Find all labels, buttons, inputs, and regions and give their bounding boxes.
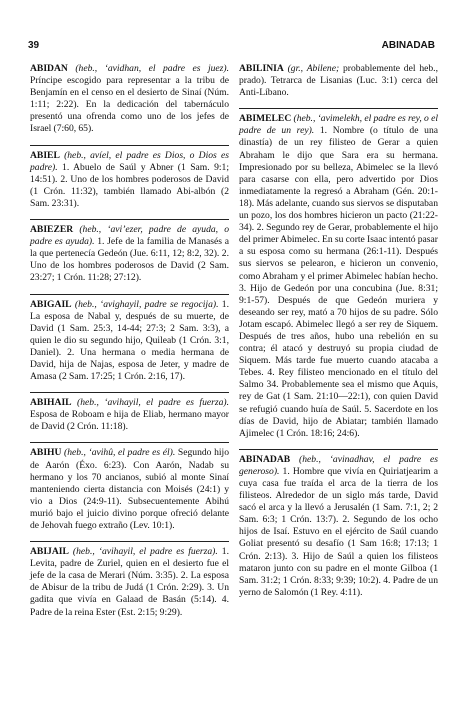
entry-headword: ABIMELEC [239, 113, 292, 125]
entry-body: 1. Nombre (o título de una dinastía) de un rey filisteo de Gerar a quien Abraham le dijo que Sara era su hermana. Impresionado por su belleza, Abimelec se la llevó para casarse con ella, pero advertido por Dios inmediatamente la regresó a Abraham (Gén. 20:1-18). Más adelante, cuando sus siervos se disputaban un pozo, los dos hombres hicieron un pacto (21:22-34). 2. Segundo rey de Gerar, probablemente el hijo del primer Abimelec. En su corte Isaac intentó pasar a su esposa como su hermana (26:1-11). Después sus siervos se pelearon, e hicieron un convenio, como Abraham y el primer Abimelec habían hecho. 3. Hijo de Gedeón por una concubina (Jue. 8:31; 9:1-57). Después de que Gedeón muriera y deseando ser rey, mató a 70 hijos de su padre. Sólo Jotam escapó. Abimelec llegó a ser rey de Siquem. Después de tres años, hubo una rebelión en su contra; él atacó y destruyó su propia ciudad de Siquem. Más tarde fue muerto cuando atacaba a Tebes. 4. Rey filisteo mencionado en el título del Salmo 34. Probablemente sea el mismo que Aquis, rey de Gat (1 Sam. 21:10—22:1), con quien David se refugió cuando huía de Saúl. 5. Sacerdote en los días de David, hijo de Abiatar; también llamado Ajimelec (1 Crón. 18:16; 24:6). [239, 125, 438, 439]
entry-etymology: (heb., ‘avimelekh, el padre es rey, o el padre de un rey). [239, 113, 438, 137]
entry-headword: ABIHAIL [30, 397, 72, 409]
entry-headword: ABIEZER [30, 224, 74, 236]
entry-headword: ABILINIA [239, 63, 284, 74]
entry-etymology: (heb., ‘avihû, el padre es él). [61, 447, 176, 459]
entry-abijail [30, 541, 229, 619]
entry-abidan [30, 63, 229, 136]
entry-body: 1. La esposa de Nabal y, después de su muerte, de David (1 Sam. 25:3, 14-44; 27:3; 2 Sam. 3:3), a quien le dio su segundo hijo, Quileab (1 Crón. 3:1, Daniel). 2. Una hermana o media hermana de David, hija de Najas, esposa de Jeter, y madre de Amasa (2 Sam. 17:25; 1 Crón. 2:16, 17). [30, 298, 229, 383]
entry-body: Esposa de Roboam e hija de Eliab, hermano mayor de David (2 Crón. 11:18). [30, 409, 229, 433]
entry-body: 1. Jefe de la familia de Manasés a la que pertenecía Gedeón (Jue. 6:11, 12; 8:2, 32). 2. Uno de los hombres poderosos de David (2 Sam. 23:27; 1 Crón. 11:28; 27:12). [30, 236, 229, 284]
entry-body: 1. Abuelo de Saúl y Abner (1 Sam. 9:1; 14:51). 2. Uno de los hombres poderosos de David (1 Crón. 11:32), también llamado Abi-albón (2 Sam. 23:31). [30, 161, 229, 209]
right-column [239, 63, 438, 608]
entry-body: 1. Hombre que vivía en Quiriatjearim a cuya casa fue traída el arca de la tierra de los filisteos. Alrededor de un siglo más tarde, David sacó el arca y la llevó a Jerusalén (1 Sam. 7:1, 2; 2 Sam. 6:3; 1 Crón. 13:7). 2. Segundo de los ocho hijos de Isaí. Estuvo en el ejército de Saúl cuando Goliat presentó su desafío (1 Sam 16:8; 17:13; 1 Crón. 2:13). 3. Hijo de Saúl a quien los filisteos mataron junto con su padre en el monte Gilboa (1 Sam. 31:2; 1 Crón. 8:33; 9:39; 10:2). 4. Padre de un yerno de Salomón (1 Rey. 4:11). [239, 465, 438, 598]
entry-body: 1. Levita, padre de Zuriel, quien en el desierto fue el jefe de la casa de Merari (Núm. 3:35). 2. La esposa de Abisur de la tribu de Judá (1 Crón. 2:29). 3. Un gadita que vivía en Galaad de Basán (5:14). 4. Padre de la reina Ester (Est. 2:15; 9:29). [30, 546, 229, 618]
entry-etymology: (heb., ‘avighayil, padre se regocija). [71, 298, 219, 310]
entry-etymology: (heb., ‘avihayil, el padre es fuerza). [71, 397, 229, 409]
entry-body: Príncipe escogido para representar a la tribu de Benjamín en el censo en el desierto de Sinaí (Núm. 1:11; 2:22). En la dedicación del tabernáculo presentó una ofrenda como uno de los jefes de Israel (7:60, 65). [30, 75, 229, 135]
entry-etymology: (heb., avíel, el padre es Dios, o Dios es padre). [30, 149, 229, 173]
left-column [30, 63, 229, 628]
entry-abilinia [239, 63, 438, 99]
entry-abiezer [30, 219, 229, 284]
entry-etymology: (heb., ‘avidhan, el padre es juez). [67, 63, 229, 74]
page-number: 39 [28, 40, 40, 51]
entry-headword: ABIJAIL [30, 546, 69, 558]
running-header [28, 40, 435, 54]
entry-etymology: (heb., ‘avihayil, el padre es fuerza). [68, 546, 218, 558]
entry-abimelec [239, 108, 438, 440]
entry-headword: ABIGAIL [30, 298, 72, 310]
running-title: ABINADAB [381, 40, 435, 51]
entry-headword: ABINADAB [239, 453, 291, 465]
entry-abihu [30, 442, 229, 532]
entry-abiel [30, 145, 229, 210]
entry-body: Segundo hijo de Aarón (Éxo. 6:23). Con Aarón, Nadab su hermano y los 70 ancianos, subió al monte Sinaí manteniendo cierta distancia con Moisés (24:1) y vio a Dios (24:9-11). Subsecuentemente Abihú murió bajo el juicio divino porque ofreció delante de Jehovah fuego extraño (Lev. 10:1). [30, 447, 229, 531]
entry-etymology: (heb., ‘avinadhav, el padre es generoso). [239, 453, 438, 477]
entry-headword: ABIEL [30, 149, 60, 161]
entry-abihail [30, 392, 229, 433]
entry-abinadab [239, 449, 438, 599]
entry-etymology: (heb., ‘avi’ezer, padre de ayuda, o padre es ayuda). [30, 224, 229, 248]
entry-etymology: (gr., Abilene; [283, 63, 340, 74]
entry-headword: ABIDAN [30, 63, 68, 74]
entry-headword: ABIHU [30, 447, 62, 459]
entry-abigail [30, 294, 229, 384]
entry-body: probablemente del heb., prado). Tetrarca de Lisanias (Luc. 3:1) cerca del Anti-Líbano. [239, 63, 438, 99]
